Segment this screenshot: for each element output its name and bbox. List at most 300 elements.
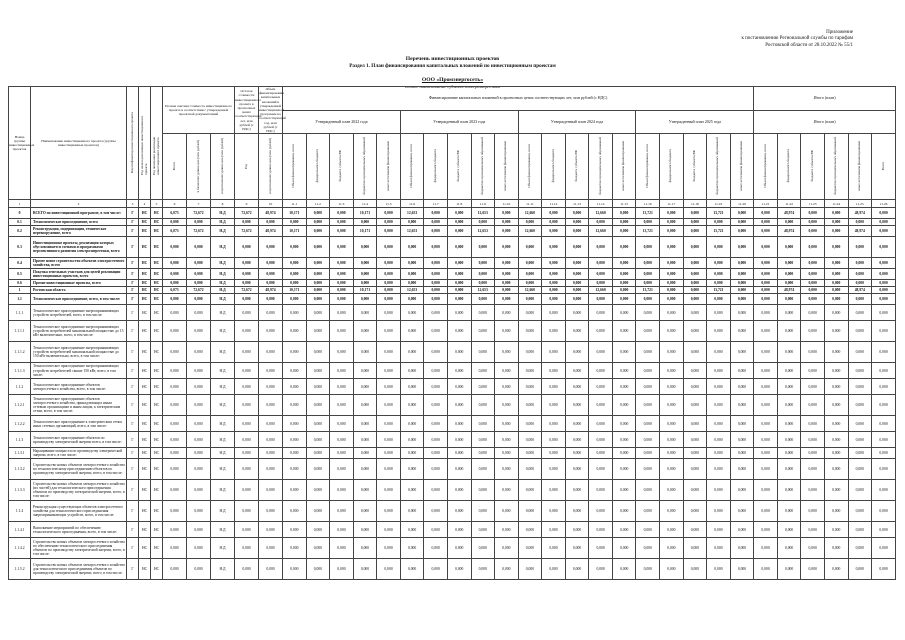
header-year-start [139,87,151,200]
row-value: 0,000 [353,448,377,459]
row-value: 0,000 [707,395,731,416]
row-value: 0,000 [777,459,801,480]
row-value: 0,000 [163,237,187,258]
row-value: 0,000 [495,321,519,342]
row-value: 0,000 [306,237,330,258]
row-value: 0,000 [163,379,187,395]
row-value: 0,000 [235,258,259,269]
row-value: 0,000 [589,280,613,287]
row-number: 1 [9,287,31,294]
row-value: 0,000 [306,219,330,226]
row-value: 0,000 [377,538,401,559]
row-value: 0,000 [163,538,187,559]
row-value: 0,000 [330,226,354,237]
header-source [848,134,872,200]
row-value: 0,000 [801,208,825,219]
row-value: 0,000 [612,321,636,342]
row-value: 0,000 [636,459,660,480]
header-source [330,134,354,200]
row-value: 0,000 [353,280,377,287]
header-total-subgroup: Итого (план) [754,110,896,134]
header-source [424,134,448,200]
row-value: 48,974 [848,226,872,237]
row-value: 0,000 [707,342,731,363]
row-value: Н.Д [211,522,235,538]
header-sub [872,134,896,200]
row-year-end: НС [151,226,163,237]
row-value: 0,000 [872,416,896,432]
row-value: 10,171 [353,287,377,294]
row-value: 0,000 [730,219,754,226]
row-value: 0,000 [495,379,519,395]
row-year-start: НС [139,416,151,432]
row-value: 0,000 [565,305,589,321]
row-year-end: НС [151,395,163,416]
row-project-id: Г [127,459,139,480]
row-value: 0,000 [542,432,566,448]
row-value: 0,000 [801,219,825,226]
row-value: 0,000 [660,432,684,448]
row-year-end: НС [151,280,163,287]
header-label: бюджета субъекта РФ [809,150,814,182]
row-value: 0,000 [353,480,377,501]
row-value: 0,000 [330,395,354,416]
row-project-id: Г [127,448,139,459]
row-value: 0,000 [589,448,613,459]
header-source [636,134,660,200]
table-row [9,395,896,416]
row-number: 1.1.3 [9,432,31,448]
row-value: 0,000 [683,480,707,501]
row-value: 0,000 [471,305,495,321]
row-value: 0,000 [872,480,896,501]
row-value: 0,000 [235,342,259,363]
row-value: 0,000 [235,448,259,459]
table-row [9,219,896,226]
row-value: 13,721 [707,287,731,294]
row-value: 0,000 [707,480,731,501]
row-number: 0.4 [9,258,31,269]
header-source [589,134,613,200]
row-value: Н.Д [211,432,235,448]
row-value: 0,000 [612,294,636,305]
row-year-start: НС [139,480,151,501]
row-value: 0,000 [283,501,307,522]
row-project-id: Г [127,538,139,559]
row-value: 0,000 [754,363,778,379]
row-value: Н.Д [211,538,235,559]
header-label: иных источников финансирования [739,141,744,192]
row-value: 0,000 [424,416,448,432]
row-value: 0,000 [848,269,872,280]
row-value: 0,000 [848,294,872,305]
row-value: Н.Д [211,501,235,522]
row-value: 0,000 [400,258,424,269]
row-value: 0,000 [542,280,566,287]
header-label: в прогнозном уровне цен (млн рублей) [219,138,224,195]
row-value: 0,000 [589,219,613,226]
row-value: 0,000 [377,305,401,321]
row-value: 0,000 [377,280,401,287]
row-year-end: НС [151,538,163,559]
row-value: 0,000 [471,522,495,538]
row-project-name: Технологическое присоединение энергопринимающих устройств потребителей максимальной мощностью до 15 кВт включительно, всего, в том числе: [31,321,127,342]
row-value: 0,000 [777,480,801,501]
row-value: 0,000 [471,459,495,480]
row-project-name: Строительство новых объектов электросетевого хозяйства для технологического присоединения объектов по производству электрической энергии, всего, в том числе: [31,559,127,580]
row-value: 0,000 [660,395,684,416]
row-year-start: НС [139,379,151,395]
row-value: 0,000 [801,395,825,416]
header-source [612,134,636,200]
row-value: 0,000 [730,363,754,379]
row-value: 0,000 [683,237,707,258]
row-value: 6,073 [163,226,187,237]
row-value: 0,000 [730,501,754,522]
row-value: 0,000 [565,522,589,538]
row-value: 0,000 [848,305,872,321]
row-value: 0,000 [589,321,613,342]
row-value: 0,000 [801,416,825,432]
row-value: 0,000 [424,538,448,559]
row-value: 0,000 [187,501,211,522]
row-value: 0,000 [400,237,424,258]
row-value: 0,000 [730,395,754,416]
row-value: 0,000 [824,258,848,269]
row-value: 0,000 [447,219,471,226]
row-value: 0,000 [848,416,872,432]
header-source [565,134,589,200]
row-value: 0,000 [447,363,471,379]
header-label: федерального бюджета [314,149,319,183]
row-value: 0,000 [872,321,896,342]
row-value: 0,000 [353,416,377,432]
row-value: 0,000 [542,501,566,522]
row-value: 0,000 [330,379,354,395]
row-value: 0,000 [259,501,283,522]
row-value: 0,000 [306,522,330,538]
row-value: 0,000 [872,294,896,305]
row-value: 0,000 [730,379,754,395]
row-value: 0,000 [824,269,848,280]
row-value: 0,000 [235,321,259,342]
table-row [9,559,896,580]
header-source [824,134,848,200]
row-number: 1.1.1.2 [9,342,31,363]
header-source [353,134,377,200]
row-value: 0,000 [471,294,495,305]
row-value: 0,000 [495,269,519,280]
row-value: 12,660 [589,208,613,219]
row-value: 0,000 [777,269,801,280]
column-number: 11.2 [306,200,330,208]
row-value: 13,721 [636,208,660,219]
row-value: 0,000 [330,305,354,321]
row-value: 0,000 [824,294,848,305]
column-number: 11.14 [589,200,613,208]
header-group-number: Номер группы инвестиционных проектов [9,87,31,200]
row-value: 0,000 [824,522,848,538]
header-year-group: Утвержденный план 2022 года [283,110,401,134]
row-value: 0,000 [187,538,211,559]
row-project-id: Г [127,395,139,416]
row-value: 0,000 [589,522,613,538]
row-value: 0,000 [542,363,566,379]
row-value: 0,000 [330,294,354,305]
row-value: 0,000 [565,448,589,459]
row-year-end: НС [151,522,163,538]
row-value: 0,000 [518,480,542,501]
row-value: 0,000 [306,305,330,321]
row-number: 1.1 [9,294,31,305]
header-year-group: Утвержденный план 2024 года [518,110,636,134]
row-value: 0,000 [636,363,660,379]
row-value: 0,000 [235,219,259,226]
row-project-name: Строительство новых объектов электросетевого хозяйства (их частей) для технологического присоединения объектов по производству электрической энергии, всего, в том числе: [31,480,127,501]
row-value: 0,000 [424,395,448,416]
row-value: 0,000 [660,287,684,294]
row-value: 0,000 [589,432,613,448]
row-value: 0,000 [400,459,424,480]
row-value: 0,000 [754,208,778,219]
table-row [9,480,896,501]
row-value: 0,000 [353,459,377,480]
row-value: 0,000 [353,258,377,269]
row-value: 0,000 [683,226,707,237]
row-value: 0,000 [612,208,636,219]
row-value: 0,000 [447,379,471,395]
row-value: 48,974 [259,287,283,294]
row-number: 0 [9,208,31,219]
header-source [495,134,519,200]
row-value: 0,000 [565,280,589,287]
row-value: 0,000 [660,459,684,480]
row-value: 0,000 [824,363,848,379]
row-value: 0,000 [824,480,848,501]
row-value: 0,000 [495,226,519,237]
row-value: 0,000 [306,363,330,379]
row-value: 0,000 [283,280,307,287]
row-number: 1.1.3.1 [9,448,31,459]
row-value: 0,000 [872,287,896,294]
row-value: 0,000 [353,269,377,280]
header-financing-group: Финансирование капитальных вложений в прогнозных ценах соответствующих лет, млн рублей (с НДС) [283,87,754,111]
row-value: 0,000 [848,280,872,287]
row-value: 0,000 [187,522,211,538]
row-value: 0,000 [259,258,283,269]
row-value: 0,000 [542,294,566,305]
row-value: 0,000 [353,305,377,321]
column-number: 7 [187,200,211,208]
header-sub [259,134,283,200]
row-year-end: НС [151,501,163,522]
row-year-start: НС [139,219,151,226]
row-value: 0,000 [518,305,542,321]
row-value: 0,000 [589,258,613,269]
row-value: 0,000 [777,501,801,522]
row-value: 10,171 [353,208,377,219]
row-value: 0,000 [707,459,731,480]
row-value: 0,000 [872,448,896,459]
row-value: 0,000 [542,448,566,459]
row-value: 0,000 [518,269,542,280]
row-value: 0,000 [283,522,307,538]
row-value: 0,000 [872,501,896,522]
row-value: Н.Д [211,379,235,395]
row-value: 0,000 [730,237,754,258]
row-value: 0,000 [400,269,424,280]
row-value: 0,000 [495,305,519,321]
row-value: 0,000 [707,258,731,269]
table-row [9,258,896,269]
row-value: 0,000 [471,237,495,258]
row-value: 0,000 [777,559,801,580]
row-value: 0,000 [683,321,707,342]
row-value: 0,000 [424,258,448,269]
row-value: 0,000 [589,379,613,395]
row-value: 0,000 [754,459,778,480]
row-value: 0,000 [683,559,707,580]
row-value: 0,000 [542,219,566,226]
row-value: 0,000 [471,219,495,226]
row-value: 0,000 [660,208,684,219]
row-value: 0,000 [400,379,424,395]
row-value: 12,660 [589,287,613,294]
header-project-name: Наименование инвестиционного проекта (группы инвестиционных проектов) [31,87,127,200]
row-value: 0,000 [330,280,354,287]
row-value: 0,000 [730,226,754,237]
row-value: 0,000 [612,432,636,448]
row-value: 0,000 [777,305,801,321]
header-source [730,134,754,200]
row-project-name: Технологическое присоединение, всего, в том числе: [31,294,127,305]
header-label: бюджета субъекта РФ [456,150,461,182]
row-value: 0,000 [801,342,825,363]
row-value: 0,000 [754,305,778,321]
row-value: 0,000 [777,395,801,416]
row-value: 0,000 [400,416,424,432]
row-value: 0,000 [306,321,330,342]
appendix-line: к постановлению Региональной службы по тарифам [741,36,853,42]
row-value: 0,000 [730,321,754,342]
row-value: 0,000 [636,269,660,280]
header-label: в прогнозном уровне цен (млн рублей) [267,138,272,195]
row-value: 0,000 [589,294,613,305]
row-value: 0,000 [754,395,778,416]
row-value: 0,000 [447,294,471,305]
header-source [400,134,424,200]
row-value: 0,000 [495,538,519,559]
row-value: 0,000 [612,538,636,559]
table-row [9,501,896,522]
column-number: 11.5 [377,200,401,208]
row-value: 0,000 [447,269,471,280]
row-value: 0,000 [187,432,211,448]
row-value: 0,000 [447,208,471,219]
row-value: 0,000 [259,522,283,538]
row-value: 48,974 [259,208,283,219]
row-value: 0,000 [447,258,471,269]
row-year-end: НС [151,258,163,269]
row-value: 0,000 [235,363,259,379]
row-value: 0,000 [565,321,589,342]
row-value: 0,000 [447,459,471,480]
row-value: 0,000 [518,459,542,480]
row-value: 0,000 [565,480,589,501]
row-project-name: Реконструкция существующих объектов электросетевого хозяйства для технологического присоединения энергопринимающих устройств, всего, в том числе: [31,501,127,522]
row-value: 0,000 [777,219,801,226]
row-number: 1.1.2 [9,379,31,395]
row-value: 0,000 [377,480,401,501]
row-value: Н.Д [211,342,235,363]
row-value: 0,000 [589,269,613,280]
row-value: 0,000 [353,522,377,538]
row-value: 0,000 [235,379,259,395]
row-value: 0,000 [259,559,283,580]
row-year-start: НС [139,559,151,580]
row-value: 0,000 [589,480,613,501]
row-value: 0,000 [353,538,377,559]
row-value: 0,000 [424,459,448,480]
row-value: 0,000 [400,294,424,305]
appendix-line: Приложение [826,30,853,35]
header-label: федерального бюджета [786,149,791,183]
row-value: 0,000 [495,432,519,448]
row-value: 0,000 [447,501,471,522]
row-value: 0,000 [306,342,330,363]
row-value: 0,000 [235,294,259,305]
column-number: 8 [211,200,235,208]
row-value: 0,000 [707,280,731,287]
row-value: 0,000 [495,480,519,501]
row-value: 13,721 [636,287,660,294]
row-project-name: Технологическое присоединение объектов электросетевого хозяйства, всего, в том числе: [31,379,127,395]
row-value: 0,000 [447,432,471,448]
row-value: 0,000 [306,208,330,219]
row-value: 0,000 [400,395,424,416]
row-value: 0,000 [306,379,330,395]
row-value: 0,000 [259,363,283,379]
row-value: 0,000 [636,237,660,258]
row-value: 0,000 [518,363,542,379]
row-value: 0,000 [330,432,354,448]
row-year-end: НС [151,459,163,480]
row-value: 0,000 [471,416,495,432]
header-label: Объем финансирования, всего [409,144,414,189]
row-value: 0,000 [542,305,566,321]
row-value: 0,000 [163,342,187,363]
row-value: 0,000 [424,287,448,294]
row-value: 0,000 [235,395,259,416]
row-value: 0,000 [872,538,896,559]
row-year-start: НС [139,448,151,459]
row-value: 0,000 [471,258,495,269]
row-value: 0,000 [518,237,542,258]
row-value: 0,000 [565,342,589,363]
row-value: 0,000 [187,363,211,379]
header-label: Год [243,163,248,169]
row-value: 0,000 [353,219,377,226]
row-value: 0,000 [495,395,519,416]
row-value: 0,000 [447,522,471,538]
row-value: 0,000 [377,522,401,538]
row-value: 0,000 [424,294,448,305]
row-value: 0,000 [636,559,660,580]
row-value: 0,000 [660,363,684,379]
column-number: 11.3 [330,200,354,208]
row-value: 0,000 [589,305,613,321]
document-title: Перечень инвестиционных проектов [405,56,500,62]
